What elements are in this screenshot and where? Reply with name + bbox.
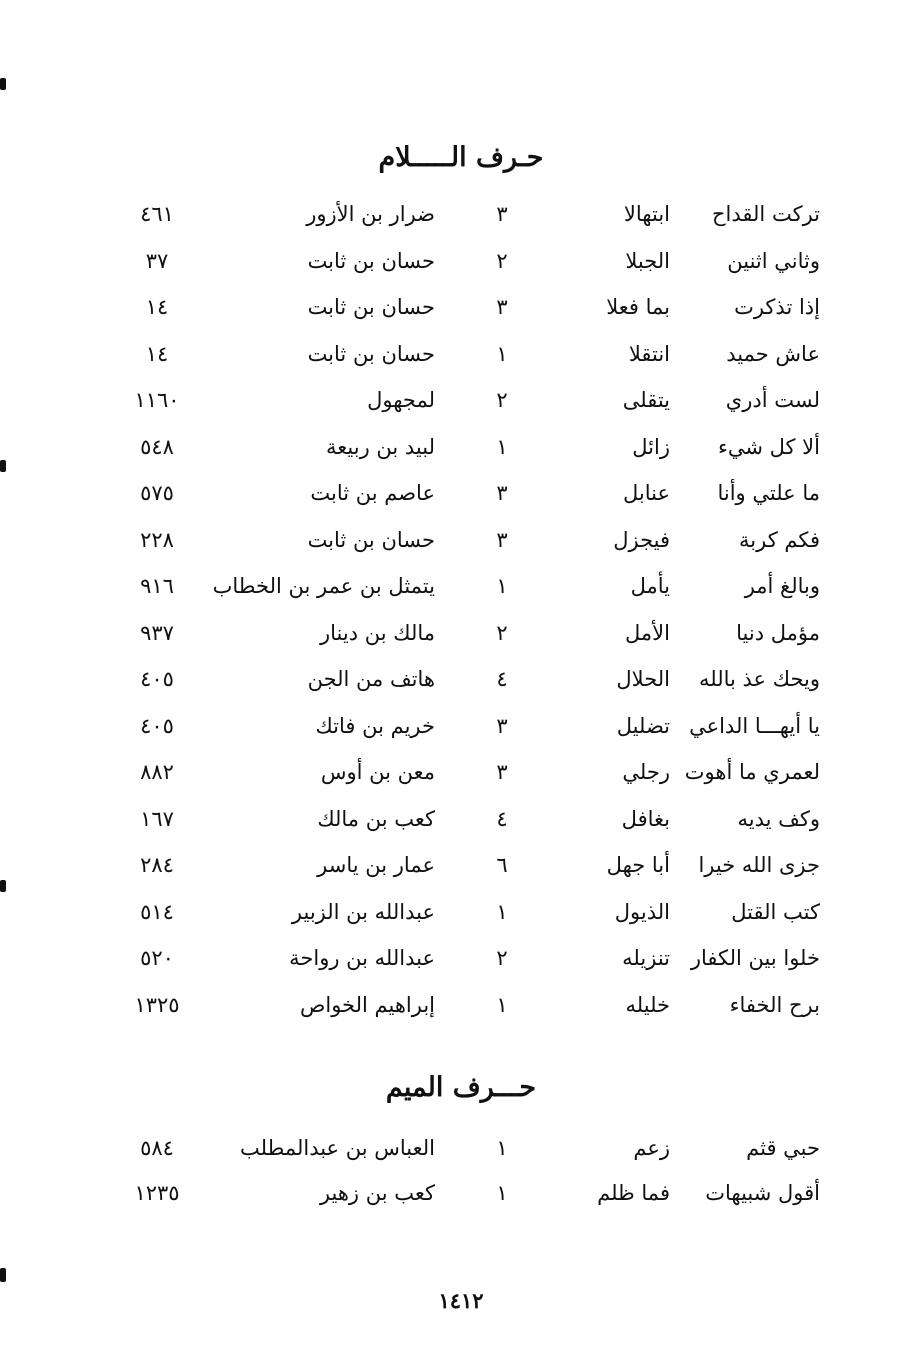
page-reference: ١١٦٠ [134, 388, 180, 412]
page-reference: ١٤ [145, 341, 169, 366]
page-reference: ٩٣٧ [140, 620, 174, 645]
page-reference: ٥٢٠ [140, 946, 174, 970]
verse-rhyme-word: أبا جهل [606, 853, 670, 877]
verse-count: ١ [496, 992, 508, 1017]
poet-name: حسان بن ثابت [307, 248, 435, 273]
verse-rhyme-word: يتقلى [622, 388, 670, 412]
index-row [0, 473, 922, 513]
index-row [0, 706, 922, 746]
verse-first-words: إذا تذكرت [734, 295, 820, 319]
verse-first-words: ألا كل شيء [717, 434, 820, 459]
page-reference: ٢٨٤ [140, 853, 174, 877]
index-row [0, 799, 922, 839]
verse-count: ١ [496, 1181, 508, 1205]
verse-rhyme-word: تنزيله [622, 946, 670, 970]
index-row [0, 334, 922, 374]
page-reference: ٥٤٨ [140, 434, 174, 459]
verse-first-words: ما علتي وأنا [717, 481, 820, 505]
page-reference: ٥٨٤ [140, 1136, 174, 1160]
poet-name: لمجهول [367, 388, 435, 412]
verse-count: ١ [496, 1136, 508, 1160]
index-row [0, 892, 922, 932]
poet-name: عبدالله بن رواحة [289, 946, 435, 970]
page-reference: ١٦٧ [140, 806, 174, 831]
index-row [0, 241, 922, 281]
section-title-mim: حـــرف الميم [385, 1072, 537, 1103]
verse-rhyme-word: رجلي [622, 760, 670, 784]
verse-rhyme-word: انتقلا [628, 341, 670, 366]
verse-rhyme-word: زعم [633, 1136, 670, 1160]
verse-count: ٢ [496, 388, 508, 412]
verse-first-words: وبالغ أمر [744, 574, 820, 598]
poet-name: حسان بن ثابت [307, 295, 435, 319]
page-reference: ٥٧٥ [140, 481, 174, 505]
verse-first-words: برح الخفاء [729, 992, 820, 1017]
index-row [0, 659, 922, 699]
poet-name: إبراهيم الخواص [299, 992, 435, 1017]
verse-first-words: وكف يديه [737, 806, 820, 831]
poet-name: لبيد بن ربيعة [326, 434, 435, 459]
verse-first-words: عاش حميد [726, 341, 820, 366]
poet-name: يتمثل بن عمر بن الخطاب [212, 574, 435, 598]
verse-first-words: كتب القتل [731, 899, 820, 924]
page-reference: ١٣٢٥ [134, 992, 180, 1017]
page-reference: ٥١٤ [140, 899, 174, 924]
poet-name: كعب بن زهير [319, 1181, 435, 1205]
index-row [0, 938, 922, 978]
verse-count: ٣ [496, 713, 508, 738]
poet-name: عبدالله بن الزبير [291, 899, 435, 924]
page-reference: ٤٠٥ [140, 713, 174, 738]
verse-first-words: تركت القداح [712, 202, 820, 226]
index-row [0, 613, 922, 653]
verse-first-words: لعمري ما أهوت [684, 760, 820, 784]
index-row [0, 520, 922, 560]
index-row [0, 287, 922, 327]
page-reference: ٤٠٥ [140, 667, 174, 691]
index-row [0, 566, 922, 606]
poet-name: عاصم بن ثابت [310, 481, 435, 505]
poet-name: عمار بن ياسر [317, 853, 435, 877]
verse-first-words: فكم كربة [739, 527, 820, 552]
section-title-lam: حـرف الـــــلام [378, 142, 544, 173]
index-row [0, 194, 922, 234]
poet-name: مالك بن دينار [320, 620, 435, 645]
page-reference: ٩١٦ [140, 574, 174, 598]
index-row [0, 1128, 922, 1168]
verse-rhyme-word: بغافل [621, 806, 670, 831]
scan-edge-mark [0, 1268, 6, 1282]
verse-count: ٢ [496, 946, 508, 970]
poet-name: معن بن أوس [320, 760, 435, 784]
page-reference: ٢٢٨ [140, 527, 174, 552]
verse-rhyme-word: فما ظلم [597, 1181, 670, 1205]
verse-count: ١ [496, 434, 508, 459]
verse-first-words: ويحك عذ بالله [699, 667, 820, 691]
verse-count: ٢ [496, 248, 508, 273]
verse-count: ١ [496, 341, 508, 366]
page-reference: ١٢٣٥ [134, 1181, 180, 1205]
verse-first-words: مؤمل دنيا [736, 620, 820, 645]
verse-rhyme-word: ابتهالا [623, 202, 670, 226]
index-row [0, 427, 922, 467]
index-row [0, 752, 922, 792]
verse-rhyme-word: الحلال [616, 667, 670, 691]
verse-rhyme-word: زائل [632, 434, 670, 459]
verse-first-words: أقول شبيهات [705, 1181, 820, 1205]
verse-count: ١ [496, 574, 508, 598]
poet-name: ضرار بن الأزور [306, 202, 435, 226]
index-row [0, 985, 922, 1025]
index-row [0, 845, 922, 885]
verse-count: ٦ [496, 853, 508, 877]
scan-edge-mark [0, 78, 6, 90]
poet-name: كعب بن مالك [317, 806, 435, 831]
verse-count: ٤ [496, 806, 508, 831]
poet-name: هاتف من الجن [307, 667, 435, 691]
verse-first-words: حبي قثم [746, 1136, 820, 1160]
poet-name: حسان بن ثابت [307, 341, 435, 366]
verse-first-words: جزى الله خيرا [698, 853, 820, 877]
verse-count: ٤ [496, 667, 508, 691]
verse-rhyme-word: بما فعلا [606, 295, 670, 319]
verse-first-words: وثاني اثنين [727, 248, 820, 273]
page-reference: ١٤ [145, 295, 169, 319]
verse-rhyme-word: عنابل [622, 481, 670, 505]
verse-count: ٢ [496, 620, 508, 645]
poet-name: حسان بن ثابت [307, 527, 435, 552]
verse-first-words: يا أيهـــا الداعي [689, 713, 820, 738]
page-reference: ٤٦١ [140, 202, 174, 226]
verse-count: ٣ [496, 202, 508, 226]
verse-rhyme-word: الجبلا [625, 248, 670, 273]
verse-count: ٣ [496, 527, 508, 552]
verse-count: ١ [496, 899, 508, 924]
verse-count: ٣ [496, 760, 508, 784]
page-reference: ٣٧ [145, 248, 169, 273]
page-reference: ٨٨٢ [140, 760, 174, 784]
verse-rhyme-word: خليله [625, 992, 670, 1017]
verse-rhyme-word: الأمل [625, 620, 670, 645]
verse-first-words: لست أدري [725, 388, 820, 412]
verse-count: ٣ [496, 481, 508, 505]
verse-rhyme-word: فيجزل [613, 527, 670, 552]
poet-name: خريم بن فاتك [315, 713, 435, 738]
verse-count: ٣ [496, 295, 508, 319]
index-row [0, 1173, 922, 1213]
verse-rhyme-word: تضليل [616, 713, 670, 738]
page-number: ١٤١٢ [438, 1288, 484, 1313]
verse-rhyme-word: الذيول [614, 899, 670, 924]
index-row [0, 380, 922, 420]
verse-first-words: خلوا بين الكفار [690, 946, 820, 970]
verse-rhyme-word: يأمل [630, 574, 670, 598]
poet-name: العباس بن عبدالمطلب [240, 1136, 435, 1160]
